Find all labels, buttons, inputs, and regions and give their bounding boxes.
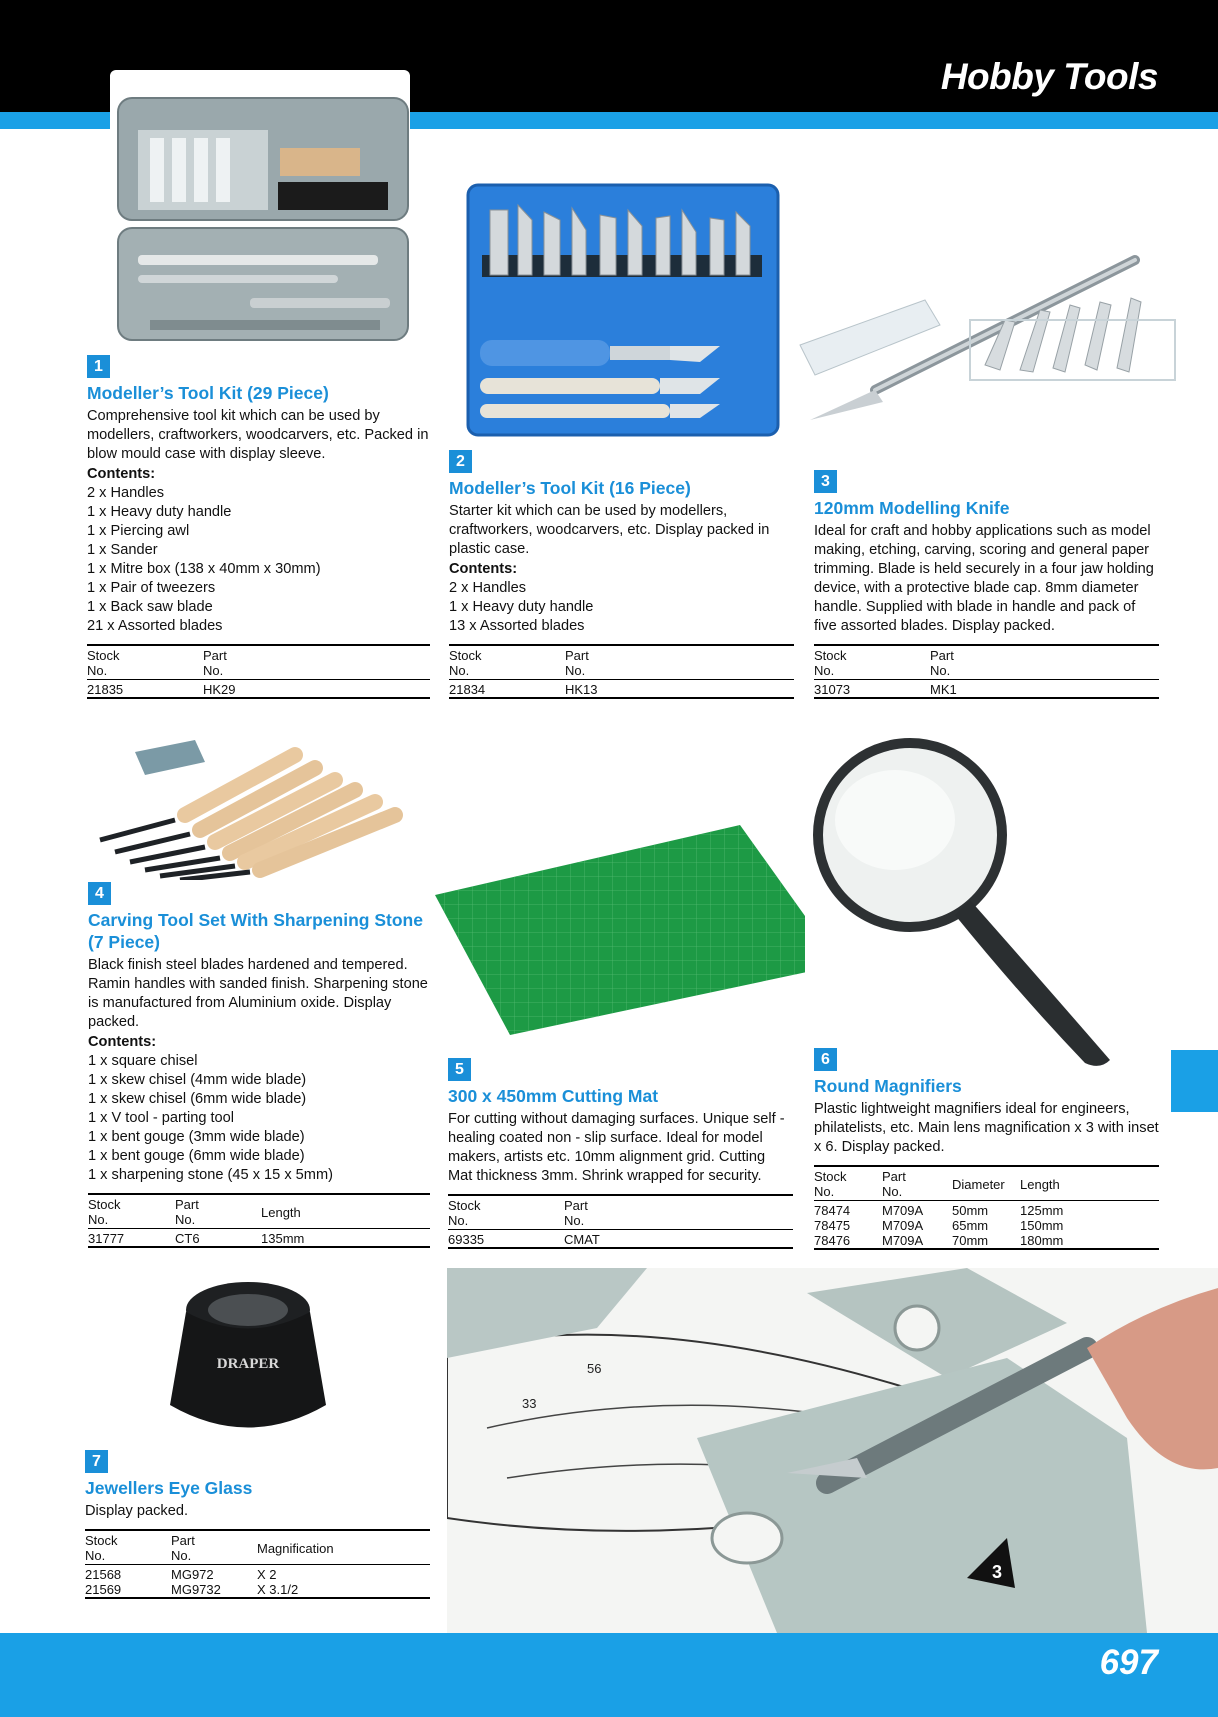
contents-item: 1 x square chisel (88, 1053, 198, 1069)
cutting-mat-photo (430, 820, 840, 1035)
tool-kit-29-photo (110, 70, 410, 350)
col-length: Length (1020, 1166, 1159, 1201)
page-number: 697 (1099, 1643, 1158, 1682)
product-description: Ideal for craft and hobby applications such as model making, etching, carving, scoring and general paper trimming. Blade is held securely in a four jaw holding device, with a protective blade cap. 8mm diameter handle. Supplied with blade in handle and pack of five assorted blades. Display packed. (814, 523, 1154, 634)
item-number: 1 (87, 355, 110, 378)
diagram-label-56: 56 (587, 1361, 602, 1376)
contents-item: 13 x Assorted blades (449, 618, 585, 634)
contents-item: 1 x V tool - parting tool (88, 1110, 235, 1126)
spec-table (814, 1165, 1159, 1250)
product-6 (814, 1048, 1159, 1250)
col-stock: Stock No. (448, 1195, 564, 1230)
col-part: Part No. (882, 1166, 952, 1201)
col-part: Part No. (171, 1530, 257, 1565)
spec-table (87, 644, 430, 699)
product-description: Black finish steel blades hardened and tempered. Ramin handles with sanded finish. Sharpening stone is manufactured from Aluminium oxide. Display packed. (88, 957, 428, 1030)
contents-item: 2 x Handles (87, 485, 165, 501)
contents-item: 1 x bent gouge (3mm wide blade) (88, 1129, 305, 1145)
round-magnifier-photo (805, 735, 1125, 1070)
spec-table (85, 1529, 430, 1599)
item-number: 6 (814, 1048, 837, 1071)
page-title: Hobby Tools (940, 56, 1158, 97)
spec-table (88, 1193, 430, 1248)
modelling-knife-photo (795, 250, 1185, 425)
product-2 (449, 450, 794, 699)
contents-item: 1 x skew chisel (6mm wide blade) (88, 1091, 307, 1107)
item-number: 2 (449, 450, 472, 473)
table-row: 21834 HK13 (449, 682, 598, 697)
col-stock: Stock No. (814, 1166, 882, 1201)
col-stock: Stock No. (87, 645, 203, 680)
table-row: 21568 MG972 X 2 (85, 1567, 277, 1582)
contents-list (449, 579, 794, 636)
table-row: 78475 M709A 65mm 150mm (814, 1218, 1064, 1233)
col-stock: Stock No. (88, 1194, 175, 1229)
product-title: Modeller’s Tool Kit (29 Piece) (87, 383, 329, 403)
product-5 (448, 1058, 793, 1249)
contents-item: 21 x Assorted blades (87, 618, 223, 634)
contents-item: 1 x Pair of tweezers (87, 580, 216, 596)
diagram-label-33: 33 (522, 1396, 537, 1411)
table-row: 21835 HK29 (87, 682, 236, 697)
contents-heading: Contents: (449, 561, 518, 577)
product-title: 120mm Modelling Knife (814, 498, 1010, 518)
contents-item: 1 x Heavy duty handle (87, 504, 232, 520)
product-title: Modeller’s Tool Kit (16 Piece) (449, 478, 691, 498)
spec-table (449, 644, 794, 699)
col-part: Part No. (175, 1194, 261, 1229)
product-title: 300 x 450mm Cutting Mat (448, 1086, 659, 1106)
brand-text: DRAPER (216, 1356, 280, 1372)
product-1 (87, 355, 430, 699)
spec-table (448, 1194, 793, 1249)
section-tab (1171, 1050, 1218, 1112)
product-description: Display packed. (85, 1503, 189, 1519)
spec-table (814, 644, 1159, 699)
contents-item: 1 x Back saw blade (87, 599, 213, 615)
table-row: 69335 CMAT (448, 1232, 600, 1247)
product-4 (88, 882, 430, 1248)
contents-item: 1 x skew chisel (4mm wide blade) (88, 1072, 307, 1088)
col-stock: Stock No. (814, 645, 930, 680)
table-row: 21569 MG9732 X 3.1/2 (85, 1582, 299, 1597)
contents-list (88, 1052, 430, 1185)
product-description: Starter kit which can be used by modellers, craftworkers, woodcarvers, etc. Display packed in plastic case. (449, 503, 770, 557)
contents-item: 1 x bent gouge (6mm wide blade) (88, 1148, 305, 1164)
table-row: 31777 CT6 135mm (88, 1231, 305, 1246)
contents-item: 2 x Handles (449, 580, 527, 596)
step-label: 3 (992, 1562, 1003, 1582)
col-magnification: Magnification (257, 1530, 430, 1565)
item-number: 5 (448, 1058, 471, 1081)
table-row: 78476 M709A 70mm 180mm (814, 1233, 1064, 1248)
footer-bar (0, 1633, 1218, 1717)
product-title: Round Magnifiers (814, 1076, 962, 1096)
model-aircraft-photo (447, 1268, 1218, 1633)
contents-list (87, 484, 430, 636)
table-row: 31073 MK1 (814, 682, 957, 697)
product-description: Comprehensive tool kit which can be used by modellers, craftworkers, woodcarvers, etc. Packed in blow mould case with display sleeve. (87, 408, 429, 462)
item-number: 3 (814, 470, 837, 493)
eye-glass-photo (160, 1270, 335, 1445)
col-stock: Stock No. (85, 1530, 171, 1565)
col-part: Part No. (564, 1195, 793, 1230)
product-description: For cutting without damaging surfaces. Unique self - healing coated non - slip surface. Ideal for model makers, artists etc. 10mm alignment grid. Cutting Mat thickness 3mm. Shrink wrapped for security. (448, 1111, 785, 1184)
contents-item: 1 x sharpening stone (45 x 15 x 5mm) (88, 1167, 333, 1183)
tool-kit-16-photo (460, 160, 785, 440)
col-stock: Stock No. (449, 645, 565, 680)
product-title: Jewellers Eye Glass (85, 1478, 253, 1498)
col-part: Part No. (203, 645, 430, 680)
col-length: Length (261, 1194, 430, 1229)
product-title: Carving Tool Set With Sharpening Stone (7 Piece) (88, 910, 423, 952)
contents-heading: Contents: (87, 466, 156, 482)
contents-item: 1 x Mitre box (138 x 40mm x 30mm) (87, 561, 321, 577)
product-3 (814, 470, 1159, 699)
product-description: Plastic lightweight magnifiers ideal for engineers, philatelists, etc. Main lens magnification x 3 with inset x 6. Display packed. (814, 1101, 1159, 1155)
contents-item: 1 x Piercing awl (87, 523, 190, 539)
carving-tool-set-photo (95, 720, 425, 880)
contents-item: 1 x Sander (87, 542, 158, 558)
product-7 (85, 1450, 430, 1599)
col-part: Part No. (930, 645, 1159, 680)
col-diameter: Diameter (952, 1166, 1020, 1201)
table-row: 78474 M709A 50mm 125mm (814, 1203, 1064, 1218)
col-part: Part No. (565, 645, 794, 680)
contents-item: 1 x Heavy duty handle (449, 599, 594, 615)
contents-heading: Contents: (88, 1034, 157, 1050)
item-number: 7 (85, 1450, 108, 1473)
item-number: 4 (88, 882, 111, 905)
